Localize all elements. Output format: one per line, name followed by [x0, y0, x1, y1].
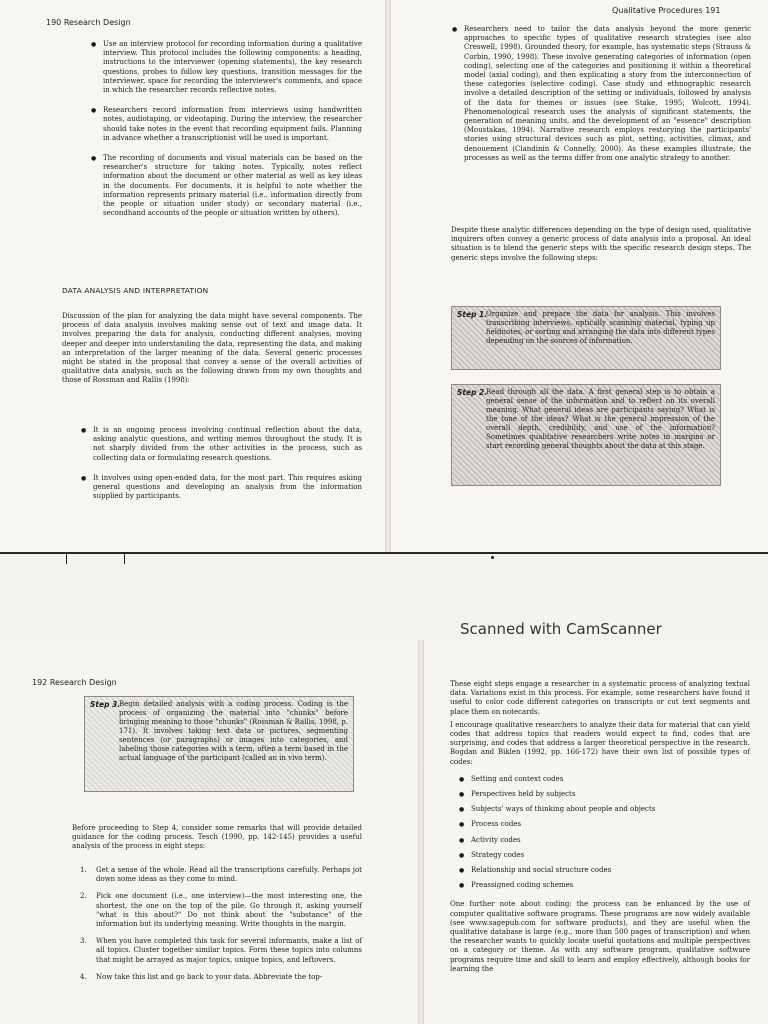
page-191-paragraph	[451, 226, 751, 269]
step-1-box	[451, 306, 721, 370]
list-item: ● Relationship and social structure codes	[458, 866, 750, 875]
step-1-text: Organize and prepare the data for analysis. This involves transcribing interviews, optically scanning material, typing up fieldnotes, or sorting and arranging the data into different types depending on the sources of information.	[486, 310, 715, 345]
body-paragraph: I encourage qualitative researchers to analyze their data for material that can yield codes that address topics that readers would expect to find, codes that are surprising, and codes that address a larger theoretical perspective in the research. Bogdan and Biklen (1992, pp. 166-172) have their own list of possible types of codes:	[450, 720, 750, 766]
page-192-header: 192 Research Design	[32, 678, 117, 687]
book-gutter	[385, 0, 391, 552]
list-item: ● It is an ongoing process involving continual reflection about the data, asking analytic questions, and writing memos throughout the study. It is not sharply divided from the other activities in the process, such as collecting data or formulating research questions.	[80, 426, 362, 463]
page-191-bullet	[451, 25, 751, 174]
list-item: ● Researchers record information from interviews using handwritten notes, audiotaping, or videotaping. During the interview, the researcher should take notes in the event that recording equipment fails. Planning in advance whether a transcriptionist will be used is important.	[90, 106, 362, 143]
bottom-spread	[0, 640, 768, 1024]
step-3-box	[84, 696, 354, 792]
list-item: 1. Get a sense of the whole. Read all the transcriptions carefully. Perhaps jot down some ideas as they come to mind.	[80, 866, 362, 884]
list-item: 3. When you have completed this task for several informants, make a list of all topics. Cluster together similar topics. Form these topics into columns that might be arrayed as major topics, unique topics, and leftovers.	[80, 937, 362, 964]
list-item: ● Setting and context codes	[458, 775, 750, 784]
list-item: ● Use an interview protocol for recording information during a qualitative interview. This protocol includes the following components: a heading, instructions to the interviewer (opening statements), the key research questions, probes to follow key questions, transition messages for the interviewer, space for recording the interviewer's comments, and space in which the researcher records reflective notes.	[90, 40, 362, 95]
step-3-text: Begin detailed analysis with a coding process. Coding is the process of organizing the material into "chunks" before bringing meaning to those "chunks" (Rossman & Rallis, 1998, p. 171). It involves taking text data or pictures, segmenting sentences (or paragraphs) or images into categories, and labeling those categories with a term, often a term based in the actual language of the participant (called an in vivo term).	[119, 700, 348, 762]
page-190-header: 190 Research Design	[46, 18, 131, 27]
body-paragraph: Before proceeding to Step 4, consider some remarks that will provide detailed guidance for the coding process. Tesch (1990, pp. 142-145) provides a useful analysis of the process in eight steps:	[72, 824, 362, 851]
page-192-paragraph	[72, 824, 362, 858]
body-paragraph: One further note about coding: the process can be enhanced by the use of computer qualitative software programs. These programs are now widely available (see www.sagepub.com for software products), and they are useful when the qualitative database is large (e.g., more than 500 pages of transcription) and when the researcher wants to quickly locate useful quotations and multiple perspectives on a category or theme. As with any software program, qualitative software programs require time and skill to learn and employ effectively, although books for learning the	[450, 900, 750, 973]
list-item: 4. Now take this list and go back to your data. Abbreviate the top-	[80, 972, 323, 981]
scan-tick-mark	[124, 552, 125, 564]
list-item: ● Strategy codes	[458, 851, 750, 860]
list-item: 2. Pick one document (i.e., one interview)—the most interesting one, the shortest, the one on the top of the pile. Go through it, asking yourself "what is this about?" Do not think about the "substance" of the information but its underlying meaning. Write thoughts in the margin.	[80, 892, 362, 929]
tesch-steps-list	[80, 866, 362, 990]
scan-dot-mark	[491, 556, 494, 559]
page-190-bullets	[90, 40, 362, 229]
step-3-label: Step 3.	[90, 700, 121, 709]
page-190-paragraph	[62, 312, 362, 392]
list-item: ● Process codes	[458, 820, 750, 829]
step-2-text: Read through all the data. A first general step is to obtain a general sense of the information and to reflect on its overall meaning. What general ideas are participants saying? What is the tone of the ideas? What is the general impression of the overall depth, credibility, and use of the information? Sometimes qualitative researchers write notes in margins or start recording general thoughts about the data at this stage.	[486, 388, 715, 450]
page-193-text	[450, 680, 750, 980]
step-2-label: Step 2.	[457, 388, 488, 397]
step-2-box	[451, 384, 721, 486]
page-191-header: Qualitative Procedures 191	[612, 6, 721, 15]
body-paragraph: Discussion of the plan for analyzing the data might have several components. The process of data analysis involves making sense out of text and image data. It involves preparing the data for analysis, conducting different analyses, moving deeper and deeper into understanding the data, representing the data, and making an interpretation of the larger meaning of the data. Several generic processes might be stated in the proposal that convey a sense of the overall activities of qualitative data analysis, such as the following drawn from my own thoughts and those of Rossman and Rallis (1998):	[62, 312, 362, 385]
step-1-label: Step 1.	[457, 310, 488, 319]
body-paragraph: These eight steps engage a researcher in a systematic process of analyzing textual data. Variations exist in this process. For example, some researchers have found it useful to color code different categories on transcripts or cut text segments and place them on notecards.	[450, 680, 750, 716]
list-item: ● Subjects' ways of thinking about people and objects	[458, 805, 750, 814]
section-title: DATA ANALYSIS AND INTERPRETATION	[62, 286, 209, 295]
list-item: ● The recording of documents and visual materials can be based on the researcher's structure for taking notes. Typically, notes reflect information about the document or other material as well as key ideas in the documents. For documents, it is helpful to note whether the information represents primary material (i.e., information directly from the people or situation under study) or secondary material (i.e., secondhand accounts of the people or situation written by others).	[90, 154, 362, 218]
list-item: ● Preassigned coding schemes	[458, 881, 750, 890]
list-item: ● Researchers need to tailor the data analysis beyond the more generic approaches to specific types of qualitative research strategies (see also Creswell, 1998). Grounded theory, for example, has systematic steps (Strauss & Corbin, 1990, 1998). These involve generating categories of information (open coding), selecting one of the categories and positioning it within a theoretical model (axial coding), and then explicating a story from the interconnection of these categories (selective coding). Case study and ethnographic research involve a detailed description of the setting or individuals, followed by analysis of the data for themes or issues (see Stake, 1995; Wolcott, 1994). Phenomenological research uses the analysis of significant statements, the generation of meaning units, and the development of an "essence" description (Moustakas, 1994). Narrative research employs restorying the participants' stories using structural devices such as plot, setting, activities, climax, and denouement (Clandinin & Connelly, 2000). As these examples illustrate, the processes as well as the terms differ from one analytic strategy to another.	[451, 25, 751, 163]
body-paragraph: Despite these analytic differences depending on the type of design used, qualitative inquirers often convey a generic process of data analysis into a proposal. An ideal situation is to blend the generic steps with the specific research design steps. The generic steps involve the following steps:	[451, 226, 751, 262]
list-item: ● Perspectives held by subjects	[458, 790, 750, 799]
page-190-bullets-2	[80, 426, 362, 512]
scan-tick-mark	[66, 552, 67, 564]
book-gutter	[418, 640, 424, 1024]
list-item: ● Activity codes	[458, 836, 750, 845]
list-item: ● It involves using open-ended data, for the most part. This requires asking general questions and developing an analysis from the information supplied by participants.	[80, 474, 362, 502]
page-edge-line	[0, 552, 768, 554]
camscanner-watermark: Scanned with CamScanner	[460, 620, 662, 638]
